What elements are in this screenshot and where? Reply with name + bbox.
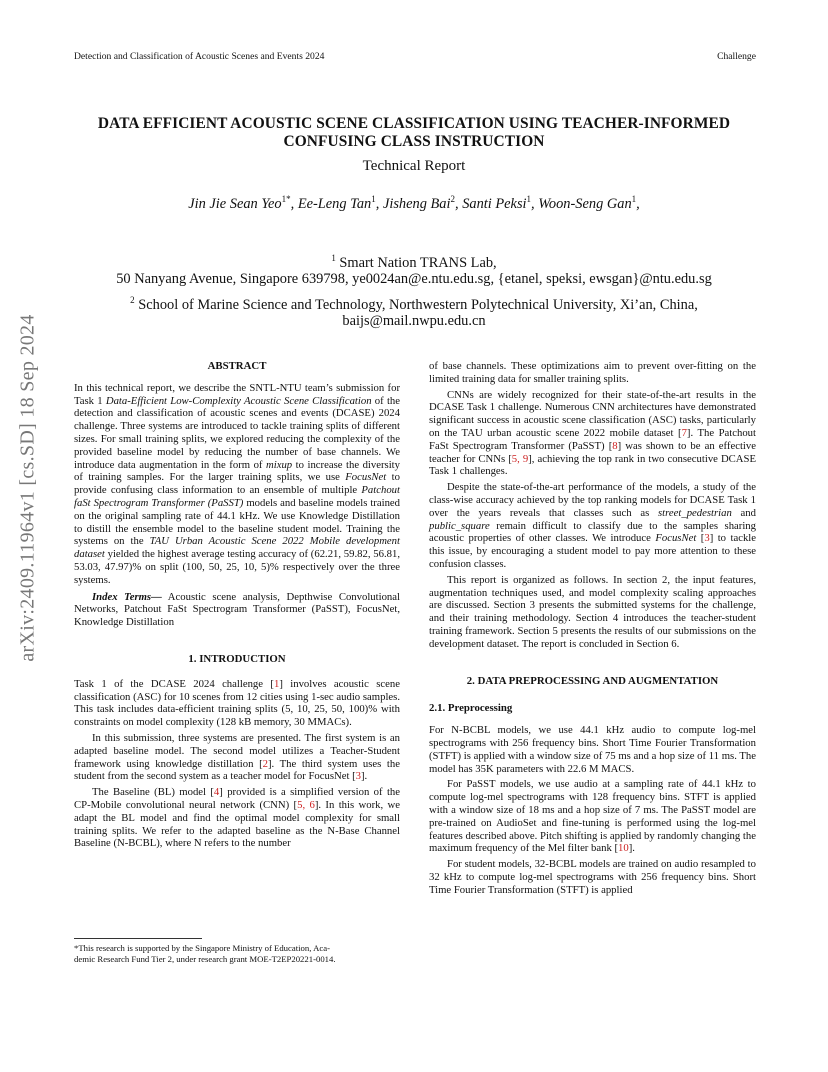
abstract-heading: ABSTRACT [207,360,267,372]
paragraph-organized: This report is organized as follows. In section 2, the input features, augmentation techniques used, and model complexity scaling approaches are discussed. Section 3 presents the submitted systems for the challenge, and their training methodology. Section 4 introduces the teacher-student training framework. Section 5 presents the results of our submissions on the development dataset. The report is concluded in Section 6. [429,573,756,650]
index-terms [74,591,400,629]
footnote-line-2: demic Research Fund Tier 2, under research grant MOE-T2EP20221-0014. [74,954,336,964]
paragraph-nbcbl: For N-BCBL models, we use 44.1 kHz audio to compute log-mel spectrograms with 256 frequency bins. Short Time Fourier Transformation (STFT) is applied with a window size of 75 ms and a hop size of 11 ms. The model has 35K parameters with 22.6 M MACS. [429,724,756,775]
section-2-heading: 2. DATA PREPROCESSING AND AUGMENTATION [466,674,719,687]
abstract-text: In this technical report, we describe the SNTL-NTU team’s submission for Task 1 Data-Efficient Low-Complexity Acoustic Scene Classification of the detection and classification of acoustic scenes and events (DCASE) 2024 challenge. Three systems are introduced to tackle training splits of different sizes. For small training splits, we explored reducing the complexity of the provided baseline model by reducing the number of base channels. We introduce data augmentation in the form of mixup to increase the diversity of training samples. For the larger training splits, we use FocusNet to provide confusing class information to an ensemble of multiple Patchout faSt Spectrogram Transformer (PaSST) models and baseline models trained on the original sampling rate of 44.1 kHz. We use Knowledge Distillation to distill the ensemble model to the baseline student model. Training the systems on the TAU Urban Acoustic Scene 2022 Mobile development dataset yielded the highest average testing accuracy of (62.21, 59.82, 56.81, 53.03, 47.97)% on split (100, 50, 25, 10, 5)% respectively over the three systems. [74,381,401,586]
index-terms-text: Acoustic scene analysis, Depthwise Convolutional Networks, Patchout FaSt Spectrogram Transformer (PaSST), FocusNet, Knowledge Distillation [74,590,400,629]
subsection-2-1-heading: 2.1. Preprocessing [429,702,513,715]
running-header-right: Challenge [717,51,756,62]
affiliation-2: $^2$ School of Marine Science and Technology, Northwestern Polytechnical University, Xi’an, China, [130,295,698,313]
paragraph-continued: of base channels. These optimizations aim to prevent over-fitting on the limited training data for smaller training splits. [429,360,756,385]
affiliation-2-email: baijs@mail.nwpu.edu.cn [342,313,486,329]
intro-paragraph-2: In this submission, three systems are presented. The first system is an adapted baseline model. The second model utilizes a Teacher-Student framework using knowledge distillation [2]. The third system uses the student from the second system as a teacher model for FocusNet [3]. [74,731,400,783]
right-column [429,360,756,896]
paragraph-student: For student models, 32-BCBL models are trained on audio resampled to 32 kHz to compute log-mel spectrograms with 256 frequency bins. Short Time Fourier Transformation (STFT) is applied [429,858,756,896]
paragraph-despite: Despite the state-of-the-art performance of the models, a study of the class-wise accuracy achieved by the top ranking models for DCASE Task 1 over the years reveals that classes such as street_pedestrian and public_square remain difficult to classify due to the samples sharing acoustic properties of other classes. We introduce FocusNet [3] to tackle this issue, by encouraging a student model to pay more attention to these confusion classes. [429,481,756,570]
intro-paragraph-3: The Baseline (BL) model [4] provided is a simplified version of the CP-Mobile convolutional neural network (CNN) [5, 6]. In this work, we adapt the BL model and find the optimal model complexity for small training splits. We refer to the adapted baseline as the N-Base Channel Baseline (N-BCBL), where N refers to the number [74,786,400,850]
title-line-2: CONFUSING CLASS INSTRUCTION [283,133,545,150]
paper-title [60,115,768,151]
footnote-line-1: *This research is supported by the Singapore Ministry of Education, Aca- [74,943,330,953]
running-header-left: Detection and Classification of Acoustic Scenes and Events 2024 [74,51,325,62]
author-list: Jin Jie Sean Yeo$^{1*}$, Ee-Leng Tan$^1$, Jisheng Bai$^2$, Santi Peksi$^1$, Woon-Seng Gan$^1$, [188,194,640,212]
affiliation-1-address: 50 Nanyang Avenue, Singapore 639798, ye0024an@e.ntu.edu.sg, {etanel, speksi, ewsgan}@ntu.edu.sg [116,271,712,287]
arxiv-stamp [8,288,48,688]
affiliation-1: $^1$ Smart Nation TRANS Lab, [331,253,497,271]
left-column [74,360,400,850]
paragraph-passt: For PaSST models, we use audio at a sampling rate of 44.1 kHz to compute log-mel spectrograms with 128 frequency bins. STFT is applied with a window size of 18 ms and a hop size of 7 ms. The PaSST model are pre-trained on AudioSet and fine-tuning is performed using the log-mel features described above. Pitch shifting is applied by randomly changing the maximum frequency of the Mel filter bank [10]. [429,778,756,855]
footnote-rule [74,938,202,939]
arxiv-id: arXiv:2409.11964v1 [cs.SD] 18 Sep 2024 [16,314,39,662]
index-terms-label: Index Terms— [92,590,162,603]
paragraph-cnns: CNNs are widely recognized for their state-of-the-art results in the DCASE Task 1 challenge. Numerous CNN architectures have demonstrated significant success in acoustic scene classification (ASC) tasks, particularly on the TAU urban acoustic scene 2022 mobile dataset [7]. The Patchout FaSt Spectrogram Transformer (PaSST) [8] was shown to be an effective teacher for CNNs [5, 9], achieving the top rank in two consecutive DCASE Task 1 challenges. [429,388,757,478]
title-line-1: DATA EFFICIENT ACOUSTIC SCENE CLASSIFICATION USING TEACHER-INFORMED [97,115,731,132]
report-type: Technical Report [362,158,466,174]
intro-heading: 1. INTRODUCTION [188,652,286,665]
footnote [74,943,400,965]
intro-paragraph-1: Task 1 of the DCASE 2024 challenge [1] involves acoustic scene classification (ASC) for 10 scenes from 12 cities using 1-sec audio samples. This task includes data-efficient training splits (5, 10, 25, 50, 100)% with constraints on model complexity (128 kB memory, 30 MMACs). [74,677,401,729]
